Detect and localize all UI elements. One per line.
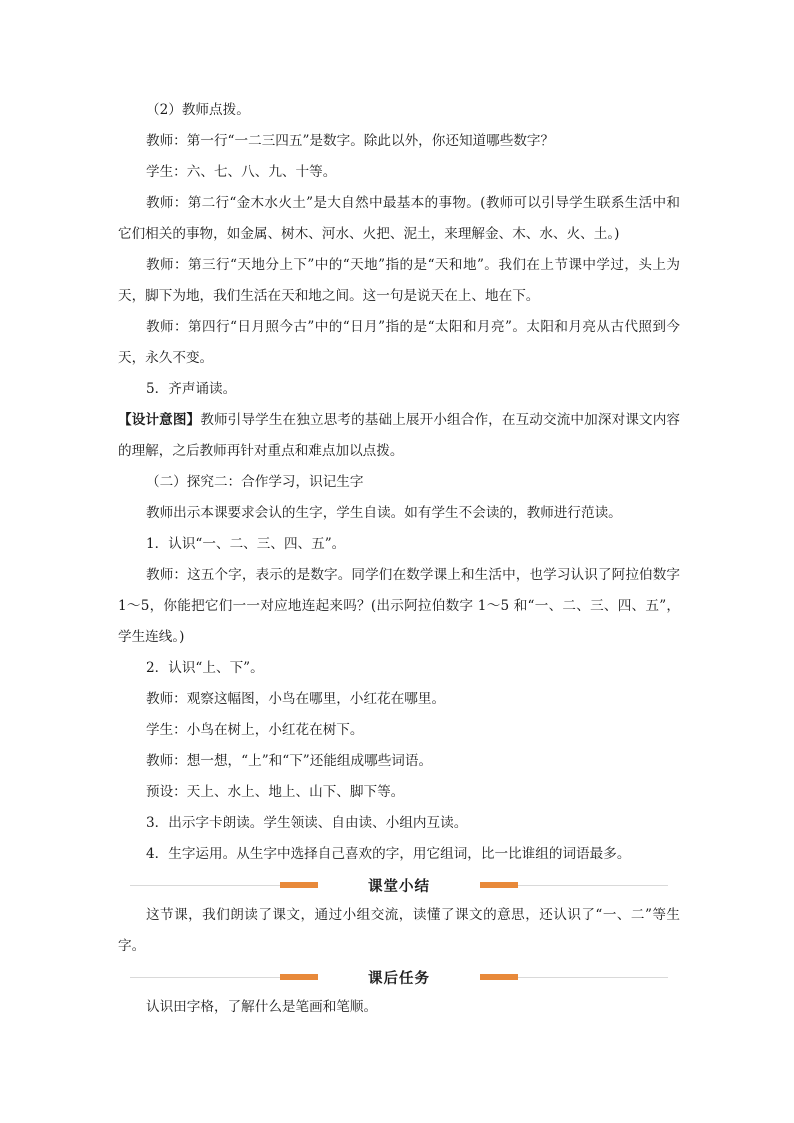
section-header-summary (118, 870, 680, 900)
paragraph: 5．齐声诵读。 (146, 381, 237, 397)
paragraph: （二）探究二：合作学习，识记生字 (146, 474, 364, 490)
divider (130, 885, 280, 886)
paragraph: 预设：天上、水上、地上、山下、脚下等。 (146, 784, 405, 800)
section-title: 课后任务 (362, 967, 436, 988)
paragraph: （2）教师点拨。 (146, 102, 250, 118)
paragraph: 教师：第一行“一二三四五”是数字。除此以外，你还知道哪些数字？ (146, 133, 555, 149)
summary-text: 这节课，我们朗读了课文，通过小组交流，读懂了课文的意思，还认识了“一、二”等生字。 (118, 907, 680, 954)
paragraph: 2．认识“上、下”。 (146, 660, 264, 676)
design-intent-text: 教师引导学生在独立思考的基础上展开小组合作，在互动交流中加深对课文内容的理解，之后教师再针对重点和难点加以点拨。 (118, 412, 681, 459)
design-intent-paragraph (118, 405, 680, 467)
section-title: 课堂小结 (362, 875, 436, 896)
paragraph: 4．生字运用。从生字中选择自己喜欢的字，用它组词，比一比谁组的词语最多。 (146, 846, 631, 862)
paragraph: 教师：这五个字，表示的是数字。同学们在数学课上和生活中，也学习认识了阿拉伯数字 1～5，你能把它们一一对应地连起来吗？(出示阿拉伯数字 1～5 和“一、二、三、四、五”，学生连线。) (118, 567, 680, 645)
paragraph: 1．认识“一、二、三、四、五”。 (146, 536, 346, 552)
accent-bar (280, 974, 318, 980)
paragraph: 学生：六、七、八、九、十等。 (146, 164, 337, 180)
paragraph: 教师：第二行“金木水火土”是大自然中最基本的事物。(教师可以引导学生联系生活中和它们相关的事物，如金属、树木、河水、火把、泥土，来理解金、木、水、火、土。) (118, 195, 680, 242)
accent-bar (480, 974, 518, 980)
document-body (118, 95, 680, 1023)
homework-text: 认识田字格，了解什么是笔画和笔顺。 (146, 999, 378, 1015)
section-header-homework (118, 962, 680, 992)
divider (130, 977, 280, 978)
accent-bar (280, 882, 318, 888)
divider (518, 885, 668, 886)
divider (518, 977, 668, 978)
paragraph: 教师出示本课要求会认的生字，学生自读。如有学生不会读的，教师进行范读。 (146, 505, 622, 521)
paragraph: 学生：小鸟在树上，小红花在树下。 (146, 722, 364, 738)
paragraph: 教师：第四行“日月照今古”中的“日月”指的是“太阳和月亮”。太阳和月亮从古代照到今天，永久不变。 (118, 319, 680, 366)
paragraph: 3．出示字卡朗读。学生领读、自由读、小组内互读。 (146, 815, 468, 831)
paragraph: 教师：想一想，“上”和“下”还能组成哪些词语。 (146, 753, 433, 769)
paragraph: 教师：第三行“天地分上下”中的“天地”指的是“天和地”。我们在上节课中学过，头上为天，脚下为地，我们生活在天和地之间。这一句是说天在上、地在下。 (118, 257, 680, 304)
design-intent-label: 【设计意图】 (118, 412, 201, 428)
accent-bar (480, 882, 518, 888)
paragraph: 教师：观察这幅图，小鸟在哪里，小红花在哪里。 (146, 691, 446, 707)
